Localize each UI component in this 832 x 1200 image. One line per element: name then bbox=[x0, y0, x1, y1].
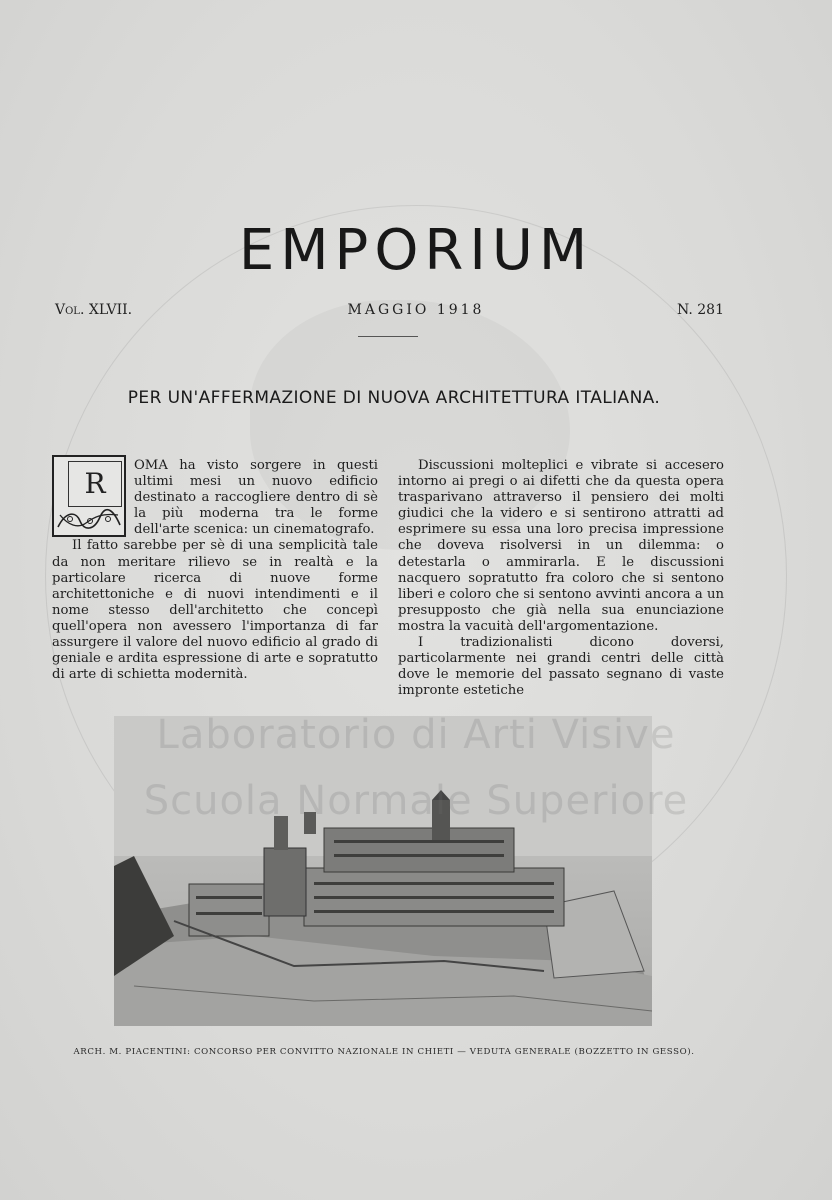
masthead-title: EMPORIUM bbox=[238, 218, 594, 283]
issue-number: N. 281 bbox=[677, 302, 724, 318]
paragraph: OMA ha visto sorgere in questi ultimi mesi un nuovo edificio destinato a raccogliere dentro di sè la più moderna tra le forme dell'arte scenica: un cinematografo. bbox=[134, 458, 378, 538]
article-column-right bbox=[398, 458, 724, 699]
building-model-illustration bbox=[114, 716, 652, 1026]
plaster-model-photo bbox=[114, 716, 652, 1026]
watermark-line-2: Scuola Normale Superiore bbox=[143, 778, 689, 824]
divider-rule bbox=[358, 336, 418, 337]
article-headline: PER UN'AFFERMAZIONE DI NUOVA ARCHITETTURA ITALIANA. bbox=[127, 388, 661, 408]
article-column-left bbox=[52, 458, 378, 683]
dropcap-letter: R bbox=[68, 461, 122, 507]
dropcap-ornament bbox=[52, 455, 126, 537]
paragraph: Il fatto sarebbe per sè di una semplicità tale da non meritare rilievo se in realtà e la particolare ricerca di nuove forme architettoniche e di nuovi intendimenti e il nome stesso dell'architetto che concepì quell'opera non avessero l'importanza di far assurgere il valore del nuovo edificio al grado di geniale e ardita espressione di arte e sopratutto di arte di schietta modernità. bbox=[52, 538, 378, 683]
volume-label: Vol. XLVII. bbox=[55, 302, 133, 318]
watermark-line-1: Laboratorio di Arti Visive bbox=[156, 712, 676, 758]
paragraph: I tradizionalisti dicono doversi, particolarmente nei grandi centri delle città dove le memorie del passato segnano di vaste impronte estetiche bbox=[398, 635, 724, 699]
issue-date: MAGGIO 1918 bbox=[347, 302, 485, 318]
floral-ornament-icon bbox=[56, 507, 122, 533]
figure-caption: ARCH. M. PIACENTINI: CONCORSO PER CONVITTO NAZIONALE IN CHIETI — VEDUTA GENERALE (BOZZETTO IN GESSO). bbox=[73, 1047, 695, 1057]
paragraph: Discussioni molteplici e vibrate si accesero intorno ai pregi o ai difetti che da questa opera trasparivano attraverso il pensiero dei molti giudici che la videro e si sentirono attratti ad esprimere su essa una loro precisa impressione che doveva risolversi in un dilemma: o detestarla o ammirarla. E le discussioni nacquero sopratutto fra coloro che si sentono liberi e coloro che si sentono avvinti ancora a un presupposto che già nella sua enunciazione mostra la vacuità dell'argomentazione. bbox=[398, 458, 724, 634]
